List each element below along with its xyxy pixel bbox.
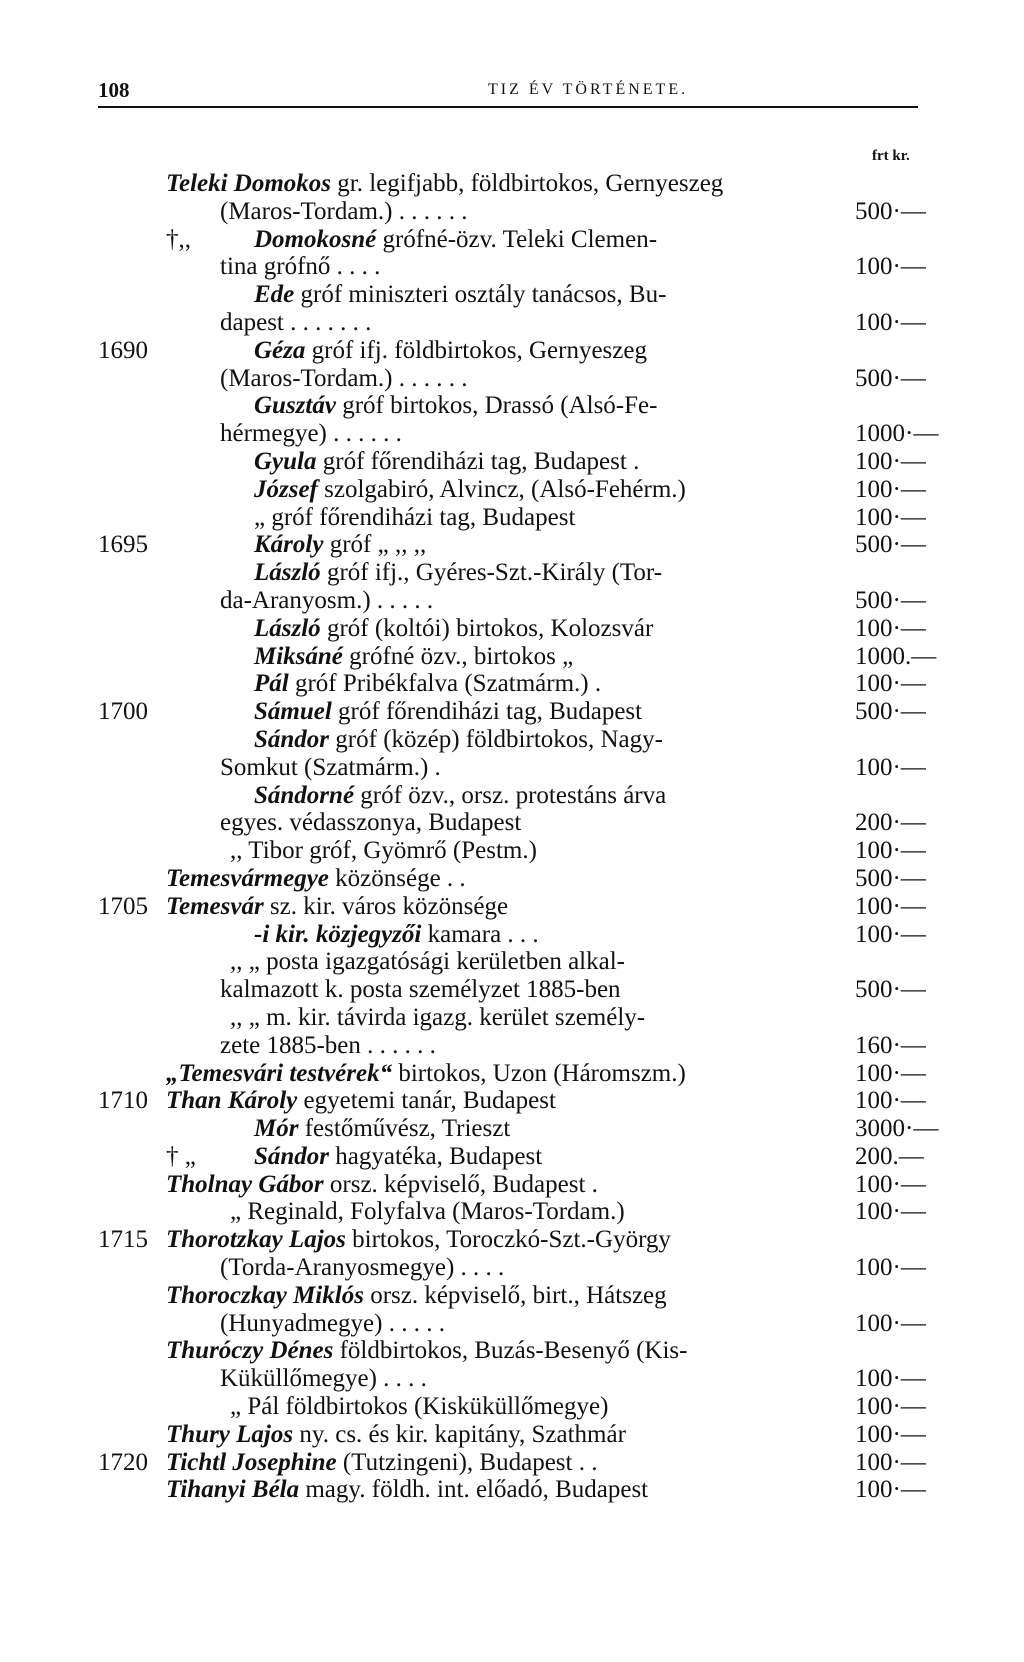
entry-text	[230, 948, 625, 976]
entry-description: (Torda-Aranyosmegye) . . . .	[220, 1254, 505, 1282]
entry-name: József	[254, 475, 318, 503]
list-item	[0, 893, 1024, 921]
list-item	[0, 921, 1024, 949]
donation-amount: 100·—	[855, 920, 926, 948]
entry-text	[220, 809, 521, 837]
entry-name: Thury Lajos	[166, 1420, 294, 1448]
entry-description: egyetemi tanár, Budapest	[297, 1087, 556, 1115]
donor-list	[0, 170, 1024, 1504]
donation-amount: 1000·—	[855, 420, 939, 448]
donation-amount: 100·—	[855, 1393, 926, 1421]
entry-text	[254, 782, 666, 810]
entry-description: gróf (koltói) birtokos, Kolozsvár	[320, 614, 654, 642]
entry-text	[254, 1143, 542, 1171]
entry-description: „ Pál földbirtokos (Kisküküllőmegye)	[230, 1393, 609, 1421]
entry-description: (Tutzingeni), Budapest . .	[336, 1448, 598, 1476]
entry-number: 1690	[98, 336, 148, 364]
list-item	[0, 1115, 1024, 1143]
list-item	[0, 281, 1024, 309]
entry-text	[220, 1310, 445, 1338]
entry-name: Sámuel	[254, 698, 332, 726]
entry-text	[254, 1115, 510, 1143]
entry-text	[166, 893, 508, 921]
entry-name: Temesvármegye	[166, 864, 329, 892]
entry-name: Géza	[254, 336, 306, 364]
deceased-mark: † „	[166, 1142, 196, 1170]
entry-number: 1710	[98, 1087, 148, 1115]
donation-amount: 100·—	[855, 837, 926, 865]
entry-text	[220, 420, 402, 448]
donation-amount: 100·—	[855, 1198, 926, 1226]
entry-text	[166, 170, 723, 198]
donation-amount: 500·—	[855, 531, 926, 559]
list-item	[0, 615, 1024, 643]
entry-description: ,, „ m. kir. távirda igazg. kerület személy-	[230, 1003, 646, 1031]
list-item	[0, 865, 1024, 893]
donation-amount: 100·—	[855, 1309, 926, 1337]
list-item	[0, 670, 1024, 698]
entry-text	[166, 1087, 556, 1115]
entry-text	[254, 392, 657, 420]
list-item	[0, 1393, 1024, 1421]
list-item	[0, 976, 1024, 1004]
list-item	[0, 1171, 1024, 1199]
list-item	[0, 1143, 1024, 1171]
entry-text	[220, 1365, 427, 1393]
entry-description: gróf „ ,, ,,	[323, 531, 427, 559]
entry-text	[254, 226, 657, 254]
entry-text	[166, 1282, 667, 1310]
donation-amount: 100·—	[855, 1254, 926, 1282]
entry-description: kamara . . .	[421, 920, 539, 948]
list-item	[0, 365, 1024, 393]
entry-description: (Hunyadmegye) . . . . .	[220, 1309, 445, 1337]
donation-amount: 500·—	[855, 197, 926, 225]
entry-text	[166, 1476, 648, 1504]
entry-text	[254, 726, 663, 754]
entry-text	[254, 698, 642, 726]
list-item	[0, 1421, 1024, 1449]
entry-description: Küküllőmegye) . . . .	[220, 1365, 427, 1393]
entry-number: 1705	[98, 892, 148, 920]
list-item	[0, 253, 1024, 281]
entry-text	[220, 1032, 436, 1060]
donation-amount: 100·—	[855, 1420, 926, 1448]
entry-name: Miksáné	[254, 642, 343, 670]
donation-amount: 1000.—	[855, 642, 937, 670]
list-item	[0, 170, 1024, 198]
entry-text	[254, 643, 573, 671]
list-item	[0, 1476, 1024, 1504]
donation-amount: 100·—	[855, 1448, 926, 1476]
entry-description: orsz. képviselő, Budapest .	[323, 1170, 598, 1198]
entry-text	[220, 309, 371, 337]
list-item	[0, 198, 1024, 226]
list-item	[0, 448, 1024, 476]
entry-text	[254, 476, 686, 504]
entry-text	[166, 1171, 598, 1199]
entry-description: „ gróf főrendiházi tag, Budapest	[254, 503, 576, 531]
list-item	[0, 309, 1024, 337]
entry-text	[230, 837, 537, 865]
entry-description: grófné-özv. Teleki Clemen-	[376, 225, 658, 253]
donation-amount: 100·—	[855, 1365, 926, 1393]
entry-text	[254, 281, 666, 309]
entry-name: Thorotzkay Lajos	[166, 1226, 346, 1254]
entry-description: gróf főrendiházi tag, Budapest .	[316, 447, 640, 475]
list-item	[0, 1004, 1024, 1032]
entry-name: Sándor	[254, 1142, 330, 1170]
entry-text	[254, 559, 662, 587]
entry-name: László	[254, 614, 321, 642]
entry-description: zete 1885-ben . . . . . .	[220, 1031, 436, 1059]
entry-description: szolgabiró, Alvincz, (Alsó-Fehérm.)	[317, 475, 686, 503]
entry-text	[166, 865, 466, 893]
entry-name: „Temesvári testvérek“	[166, 1059, 393, 1087]
header-rule	[98, 106, 918, 108]
donation-amount: 100·—	[855, 475, 926, 503]
list-item	[0, 504, 1024, 532]
list-item	[0, 1282, 1024, 1310]
entry-description: tina grófnő . . . .	[220, 253, 381, 281]
entry-name: Teleki Domokos	[166, 170, 332, 197]
entry-description: gróf miniszteri osztály tanácsos, Bu-	[294, 281, 667, 309]
entry-description: gróf főrendiházi tag, Budapest	[331, 698, 643, 726]
donation-amount: 500·—	[855, 698, 926, 726]
entry-description: „ Reginald, Folyfalva (Maros-Tordam.)	[230, 1198, 625, 1226]
entry-description: gróf ifj. földbirtokos, Gernyeszeg	[305, 336, 647, 364]
entry-name: Sándorné	[254, 781, 355, 809]
entry-description: ,, „ posta igazgatósági kerületben alkal-	[230, 948, 625, 976]
donation-amount: 100·—	[855, 892, 926, 920]
list-item	[0, 1365, 1024, 1393]
entry-text	[230, 1393, 608, 1421]
entry-text	[220, 587, 433, 615]
entry-description: kalmazott k. posta személyzet 1885-ben	[220, 976, 621, 1004]
entry-description: birtokos, Uzon (Háromszm.)	[392, 1059, 686, 1087]
list-item	[0, 726, 1024, 754]
entry-name: Tholnay Gábor	[166, 1170, 324, 1198]
entry-name: László	[254, 559, 321, 587]
entry-text	[220, 1254, 504, 1282]
entry-name: Gyula	[254, 447, 317, 475]
entry-description: ,, Tibor gróf, Gyömrő (Pestm.)	[230, 837, 537, 865]
list-item	[0, 1032, 1024, 1060]
list-item	[0, 226, 1024, 254]
entry-text	[254, 448, 639, 476]
donation-amount: 100·—	[855, 1476, 926, 1504]
entry-text	[220, 253, 380, 281]
entry-description: birtokos, Toroczkó-Szt.-György	[345, 1226, 671, 1254]
entry-description: grófné özv., birtokos „	[342, 642, 574, 670]
entry-name: Gusztáv	[254, 392, 336, 420]
donation-amount: 100·—	[855, 753, 926, 781]
list-item	[0, 392, 1024, 420]
entry-name: Sándor	[254, 725, 330, 753]
entry-name: Than Károly	[166, 1087, 298, 1115]
donation-amount: 100·—	[855, 447, 926, 475]
donation-amount: 200.—	[855, 1142, 924, 1170]
donation-amount: 500·—	[855, 976, 926, 1004]
donation-amount: 100·—	[855, 253, 926, 281]
entry-text	[166, 1060, 686, 1088]
entry-name: Károly	[254, 531, 324, 559]
entry-name: Tichtl Josephine	[166, 1448, 337, 1476]
entry-text	[166, 1421, 626, 1449]
entry-description: gróf (közép) földbirtokos, Nagy-	[329, 725, 663, 753]
list-item	[0, 420, 1024, 448]
donation-amount: 160·—	[855, 1031, 926, 1059]
entry-description: da-Aranyosm.) . . . . .	[220, 586, 434, 614]
entry-text	[254, 337, 647, 365]
entry-description: ny. cs. és kir. kapitány, Szathmár	[293, 1420, 626, 1448]
list-item	[0, 1449, 1024, 1477]
list-item	[0, 337, 1024, 365]
entry-text	[254, 531, 426, 559]
list-item	[0, 948, 1024, 976]
list-item	[0, 809, 1024, 837]
donation-amount: 500·—	[855, 364, 926, 392]
entry-description: gróf özv., orsz. protestáns árva	[354, 781, 667, 809]
list-item	[0, 643, 1024, 671]
entry-text	[166, 1226, 671, 1254]
entry-name: Domokosné	[254, 225, 377, 253]
entry-text	[220, 365, 468, 393]
donation-amount: 100·—	[855, 503, 926, 531]
list-item	[0, 1254, 1024, 1282]
entry-description: (Maros-Tordam.) . . . . . .	[220, 197, 468, 225]
entry-description: orsz. képviselő, birt., Hátszeg	[363, 1281, 667, 1309]
entry-text	[254, 615, 653, 643]
list-item	[0, 1087, 1024, 1115]
entry-description: egyes. védasszonya, Budapest	[220, 809, 522, 837]
donation-amount: 100·—	[855, 670, 926, 698]
entry-description: hérmegye) . . . . . .	[220, 420, 402, 448]
entry-description: (Maros-Tordam.) . . . . . .	[220, 364, 468, 392]
entry-description: földbirtokos, Buzás-Besenyő (Kis-	[333, 1337, 688, 1365]
list-item	[0, 837, 1024, 865]
list-item	[0, 1337, 1024, 1365]
entry-number: 1695	[98, 531, 148, 559]
entry-text	[220, 198, 468, 226]
entry-description: gr. legifjabb, földbirtokos, Gernyeszeg	[331, 170, 724, 197]
list-item	[0, 782, 1024, 810]
list-item	[0, 698, 1024, 726]
entry-text	[166, 1337, 687, 1365]
entry-text	[254, 921, 539, 949]
entry-number: 1720	[98, 1448, 148, 1476]
entry-name: Pál	[254, 670, 289, 698]
entry-description: hagyatéka, Budapest	[329, 1142, 543, 1170]
donation-amount: 100·—	[855, 308, 926, 336]
list-item	[0, 559, 1024, 587]
donation-amount: 200·—	[855, 809, 926, 837]
entry-text	[230, 1004, 645, 1032]
entry-name: Thoroczkay Miklós	[166, 1281, 364, 1309]
entry-text	[254, 670, 601, 698]
entry-name: Thuróczy Dénes	[166, 1337, 334, 1365]
entry-name: -i kir. közjegyzői	[254, 920, 422, 948]
donation-amount: 500·—	[855, 586, 926, 614]
page-number: 108	[98, 78, 130, 102]
entry-text	[220, 754, 441, 782]
entry-number: 1715	[98, 1226, 148, 1254]
entry-name: Temesvár	[166, 892, 264, 920]
entry-description: közönsége . .	[328, 864, 466, 892]
donation-amount: 500·—	[855, 864, 926, 892]
list-item	[0, 476, 1024, 504]
list-item	[0, 1060, 1024, 1088]
list-item	[0, 1310, 1024, 1338]
entry-description: festőművész, Trieszt	[298, 1115, 511, 1143]
entry-description: gróf Pribékfalva (Szatmárm.) .	[288, 670, 602, 698]
entry-description: gróf birtokos, Drassó (Alsó-Fe-	[335, 392, 658, 420]
entry-text	[220, 976, 621, 1004]
donation-amount: 100·—	[855, 614, 926, 642]
entry-description: sz. kir. város közönsége	[263, 892, 509, 920]
page-header	[98, 78, 918, 108]
entry-description: magy. földh. int. előadó, Budapest	[299, 1476, 649, 1504]
entry-name: Tihanyi Béla	[166, 1476, 300, 1504]
deceased-mark: †,,	[166, 225, 191, 253]
donation-amount: 100·—	[855, 1059, 926, 1087]
donation-amount: 3000·—	[855, 1115, 939, 1143]
entry-number: 1700	[98, 698, 148, 726]
entry-description: dapest . . . . . . .	[220, 308, 372, 336]
running-title: TIZ ÉV TÖRTÉNETE.	[488, 81, 689, 98]
list-item	[0, 1198, 1024, 1226]
entry-description: gróf ifj., Gyéres-Szt.-Király (Tor-	[320, 559, 663, 587]
entry-description: Somkut (Szatmárm.) .	[220, 753, 441, 781]
entry-name: Mór	[254, 1115, 299, 1143]
list-item	[0, 531, 1024, 559]
donation-amount: 100·—	[855, 1170, 926, 1198]
entry-name: Ede	[254, 281, 295, 309]
currency-units: frt kr.	[872, 148, 910, 164]
list-item	[0, 1226, 1024, 1254]
list-item	[0, 754, 1024, 782]
donation-amount: 100·—	[855, 1087, 926, 1115]
entry-text	[166, 1449, 597, 1477]
entry-text	[230, 1198, 625, 1226]
list-item	[0, 587, 1024, 615]
entry-text	[254, 504, 575, 532]
